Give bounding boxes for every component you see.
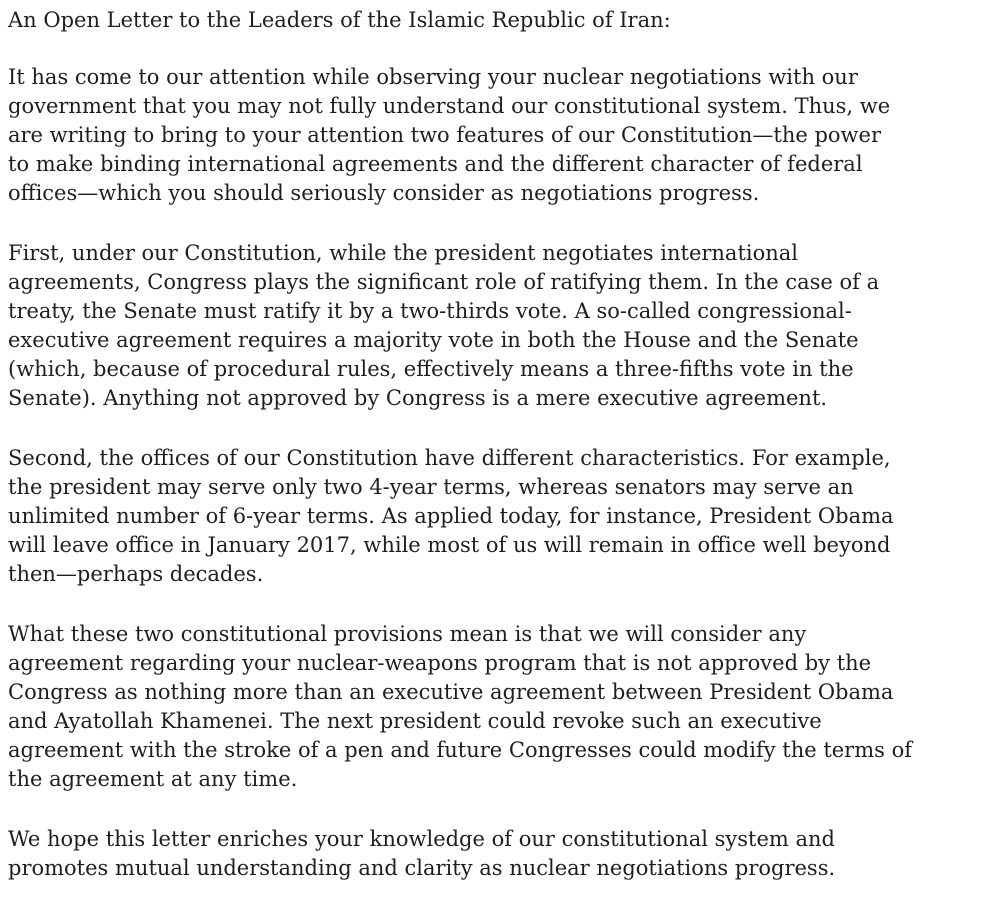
- paragraph-line: Senate). Anything not approved by Congress is a mere executive agreement.: [8, 386, 828, 410]
- paragraph-line: offices—which you should seriously consider as negotiations progress.: [8, 181, 760, 205]
- paragraph-line: What these two constitutional provisions mean is that we will consider any: [8, 622, 807, 646]
- paragraph-line: promotes mutual understanding and clarity as nuclear negotiations progress.: [8, 856, 836, 880]
- paragraph-line: unlimited number of 6-year terms. As applied today, for instance, President Obama: [8, 504, 894, 528]
- paragraph-line: First, under our Constitution, while the president negotiates international: [8, 241, 799, 265]
- paragraph-line: (which, because of procedural rules, effectively means a three-fifths vote in the: [8, 357, 854, 381]
- paragraph-line: Second, the offices of our Constitution have different characteristics. For example,: [8, 446, 891, 470]
- paragraph-line: will leave office in January 2017, while most of us will remain in office well beyond: [8, 533, 891, 557]
- paragraph-line: the agreement at any time.: [8, 767, 298, 791]
- letter-salutation: An Open Letter to the Leaders of the Islamic Republic of Iran:: [8, 8, 671, 32]
- paragraph-line: It has come to our attention while observing your nuclear negotiations with our: [8, 65, 858, 89]
- paragraph-line: treaty, the Senate must ratify it by a two-thirds vote. A so-called congressional-: [8, 299, 852, 323]
- paragraph-line: and Ayatollah Khamenei. The next president could revoke such an executive: [8, 709, 822, 733]
- paragraph-line: government that you may not fully understand our constitutional system. Thus, we: [8, 94, 891, 118]
- paragraph-line: to make binding international agreements and the different character of federal: [8, 152, 863, 176]
- paragraph-line: agreement with the stroke of a pen and future Congresses could modify the terms of: [8, 738, 913, 762]
- paragraph-line: are writing to bring to your attention two features of our Constitution—the power: [8, 123, 881, 147]
- paragraph-line: then—perhaps decades.: [8, 562, 264, 586]
- paragraph-line: the president may serve only two 4-year terms, whereas senators may serve an: [8, 475, 854, 499]
- paragraph-line: agreement regarding your nuclear-weapons program that is not approved by the: [8, 651, 872, 675]
- paragraph-line: executive agreement requires a majority vote in both the House and the Senate: [8, 328, 859, 352]
- paragraph-line: Congress as nothing more than an executive agreement between President Obama: [8, 680, 894, 704]
- paragraph-line: We hope this letter enriches your knowledge of our constitutional system and: [8, 827, 835, 851]
- paragraph-line: agreements, Congress plays the significant role of ratifying them. In the case of a: [8, 270, 880, 294]
